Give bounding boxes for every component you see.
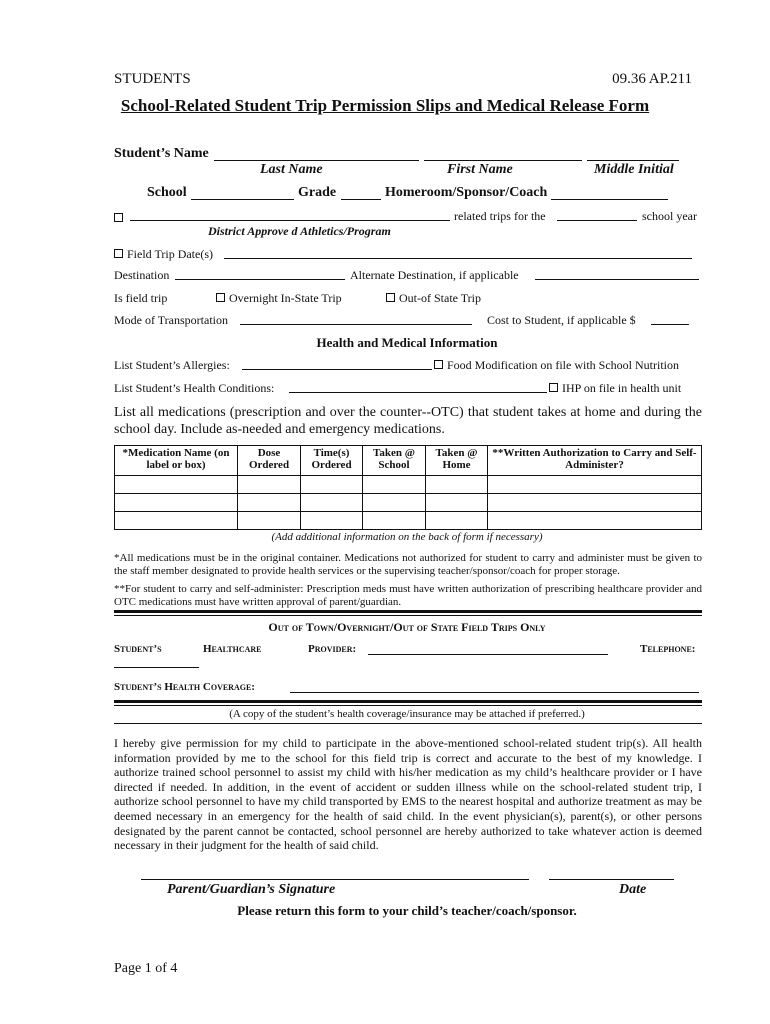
overnight-instate-label: Overnight In-State Trip xyxy=(229,291,342,305)
student-name-label: Student’s Name xyxy=(114,146,209,161)
signature-label: Parent/Guardian’s Signature xyxy=(167,882,336,897)
table-cell[interactable] xyxy=(488,494,702,512)
table-row xyxy=(115,494,702,512)
first-name-field[interactable] xyxy=(424,160,582,161)
checkbox-icon xyxy=(549,383,558,392)
signature-field[interactable] xyxy=(141,879,529,880)
homeroom-label: Homeroom/Sponsor/Coach xyxy=(385,185,548,200)
col-taken-home: Taken @ Home xyxy=(426,446,488,476)
out-of-state-checkbox[interactable] xyxy=(386,291,481,306)
divider xyxy=(114,610,702,613)
col-taken-school: Taken @ School xyxy=(363,446,426,476)
table-cell[interactable] xyxy=(115,494,238,512)
cost-label: Cost to Student, if applicable $ xyxy=(487,313,636,327)
food-modification-checkbox[interactable] xyxy=(434,358,679,373)
col-dose-ordered: Dose Ordered xyxy=(238,446,301,476)
telephone-label: Telephone: xyxy=(640,643,696,655)
table-cell[interactable] xyxy=(488,476,702,494)
overnight-instate-checkbox[interactable] xyxy=(216,291,342,306)
food-modification-label: Food Modification on file with School Nutrition xyxy=(447,358,679,372)
table-cell[interactable] xyxy=(238,494,301,512)
medications-intro: List all medications (prescription and over the counter--OTC) that student takes at home and during the school day. Include as-needed and emergency medications. xyxy=(114,405,702,437)
first-name-caption: First Name xyxy=(447,162,513,177)
district-approved-caption: District Approve d Athletics/Program xyxy=(208,224,391,238)
checkbox-icon xyxy=(386,293,395,302)
provider-field[interactable] xyxy=(368,654,608,655)
field-trip-dates-label: Field Trip Date(s) xyxy=(127,247,214,261)
checkbox-icon xyxy=(434,360,443,369)
conditions-field[interactable] xyxy=(289,392,547,393)
note-original-container: *All medications must be in the original container. Medications not authorized for student to carry and administer must be given to the staff member designated to provide health services or the supervising teacher/sponsor/coach for proper storage. xyxy=(114,552,702,577)
field-trip-dates-field[interactable] xyxy=(224,258,692,259)
table-cell[interactable] xyxy=(115,512,238,530)
checkbox-icon xyxy=(114,249,123,258)
telephone-field[interactable] xyxy=(114,667,199,668)
field-trip-dates-checkbox[interactable] xyxy=(114,247,213,262)
table-cell[interactable] xyxy=(488,512,702,530)
alternate-destination-field[interactable] xyxy=(535,279,699,280)
grade-label: Grade xyxy=(298,185,337,200)
table-cell[interactable] xyxy=(238,476,301,494)
athletics-checkbox[interactable] xyxy=(114,209,127,227)
note-self-administer: **For student to carry and self-administer: Prescription meds must have written authorization of prescribing healthcare provider and OTC medications must have written approval of parent/guardian. xyxy=(114,583,702,608)
allergies-field[interactable] xyxy=(242,369,432,370)
provider-label: Provider: xyxy=(308,643,357,655)
table-cell[interactable] xyxy=(238,512,301,530)
divider xyxy=(114,705,702,706)
cost-field[interactable] xyxy=(651,324,689,325)
destination-field[interactable] xyxy=(175,279,345,280)
out-of-state-label: Out-of State Trip xyxy=(399,291,482,305)
last-name-caption: Last Name xyxy=(260,162,323,177)
table-cell[interactable] xyxy=(426,476,488,494)
table-row xyxy=(115,512,702,530)
middle-initial-field[interactable] xyxy=(587,160,679,161)
table-header-row xyxy=(115,446,702,476)
school-label: School xyxy=(147,185,187,200)
related-trips-label: related trips for the xyxy=(454,209,546,223)
header-category: STUDENTS xyxy=(114,71,191,87)
athletics-program-field[interactable] xyxy=(130,220,450,221)
date-field[interactable] xyxy=(549,879,674,880)
table-cell[interactable] xyxy=(363,494,426,512)
header-policy-code: 09.36 AP.211 xyxy=(612,71,692,87)
school-field[interactable] xyxy=(191,199,294,200)
table-cell[interactable] xyxy=(115,476,238,494)
out-of-town-heading: Out of Town/Overnight/Out of State Field Trips Only xyxy=(268,620,546,634)
health-heading: Health and Medical Information xyxy=(316,335,498,350)
ihp-label: IHP on file in health unit xyxy=(562,381,682,395)
table-cell[interactable] xyxy=(426,494,488,512)
ihp-checkbox[interactable] xyxy=(549,381,681,396)
divider xyxy=(114,723,702,724)
transportation-field[interactable] xyxy=(240,324,472,325)
homeroom-field[interactable] xyxy=(551,199,668,200)
col-written-authorization: **Written Authorization to Carry and Self-Administer? xyxy=(488,446,702,476)
healthcare-label: Healthcare xyxy=(203,643,262,655)
table-cell[interactable] xyxy=(301,512,363,530)
table-cell[interactable] xyxy=(363,512,426,530)
is-field-trip-label: Is field trip xyxy=(114,291,168,305)
table-row xyxy=(115,476,702,494)
date-label: Date xyxy=(619,882,647,897)
last-name-field[interactable] xyxy=(214,160,419,161)
grade-field[interactable] xyxy=(341,199,381,200)
coverage-field[interactable] xyxy=(290,692,699,693)
checkbox-icon xyxy=(216,293,225,302)
coverage-copy-note: (A copy of the student’s health coverage/insurance may be attached if preferred.) xyxy=(229,708,585,720)
divider xyxy=(114,700,702,703)
medications-table xyxy=(114,445,702,530)
checkbox-icon xyxy=(114,213,123,222)
school-year-field[interactable] xyxy=(557,220,637,221)
middle-initial-caption: Middle Initial xyxy=(594,162,674,177)
table-cell[interactable] xyxy=(301,476,363,494)
destination-label: Destination xyxy=(114,268,170,282)
school-year-label: school year xyxy=(642,209,697,223)
table-cell[interactable] xyxy=(363,476,426,494)
students-label: Student’s xyxy=(114,643,162,655)
return-note: Please return this form to your child’s teacher/coach/sponsor. xyxy=(237,903,577,918)
table-cell[interactable] xyxy=(426,512,488,530)
table-note: (Add additional information on the back of form if necessary) xyxy=(271,531,543,543)
transportation-label: Mode of Transportation xyxy=(114,313,228,327)
page-title: School-Related Student Trip Permission Slips and Medical Release Form xyxy=(120,96,650,115)
allergies-label: List Student’s Allergies: xyxy=(114,358,230,372)
page-number: Page 1 of 4 xyxy=(114,961,178,976)
conditions-label: List Student’s Health Conditions: xyxy=(114,381,275,395)
divider xyxy=(114,615,702,616)
table-cell[interactable] xyxy=(301,494,363,512)
permission-statement: I hereby give permission for my child to participate in the above-mentioned school-related student trip(s). All health information provided by me to the school for this field trip is correct and accurate to the best of my knowledge. I authorize trained school personnel to assist my child with his/her medication as my child’s healthcare provider or I have directed if needed. In addition, in the event of accident or sudden illness while on the school-related student trip, I authorize school personnel to have my child transported by EMS to the nearest hospital and authorize treatment as may be deemed necessary in an emergency for the health of said child. In the event physician(s), parent(s), or other persons designated by the parent cannot be contacted, school personnel are hereby authorized to take whatever action is deemed necessary in their judgment for the health of said child. xyxy=(114,736,702,853)
coverage-label: Student’s Health Coverage: xyxy=(114,681,255,693)
col-medication-name: *Medication Name (on label or box) xyxy=(115,446,238,476)
col-times-ordered: Time(s) Ordered xyxy=(301,446,363,476)
alternate-destination-label: Alternate Destination, if applicable xyxy=(350,268,519,282)
